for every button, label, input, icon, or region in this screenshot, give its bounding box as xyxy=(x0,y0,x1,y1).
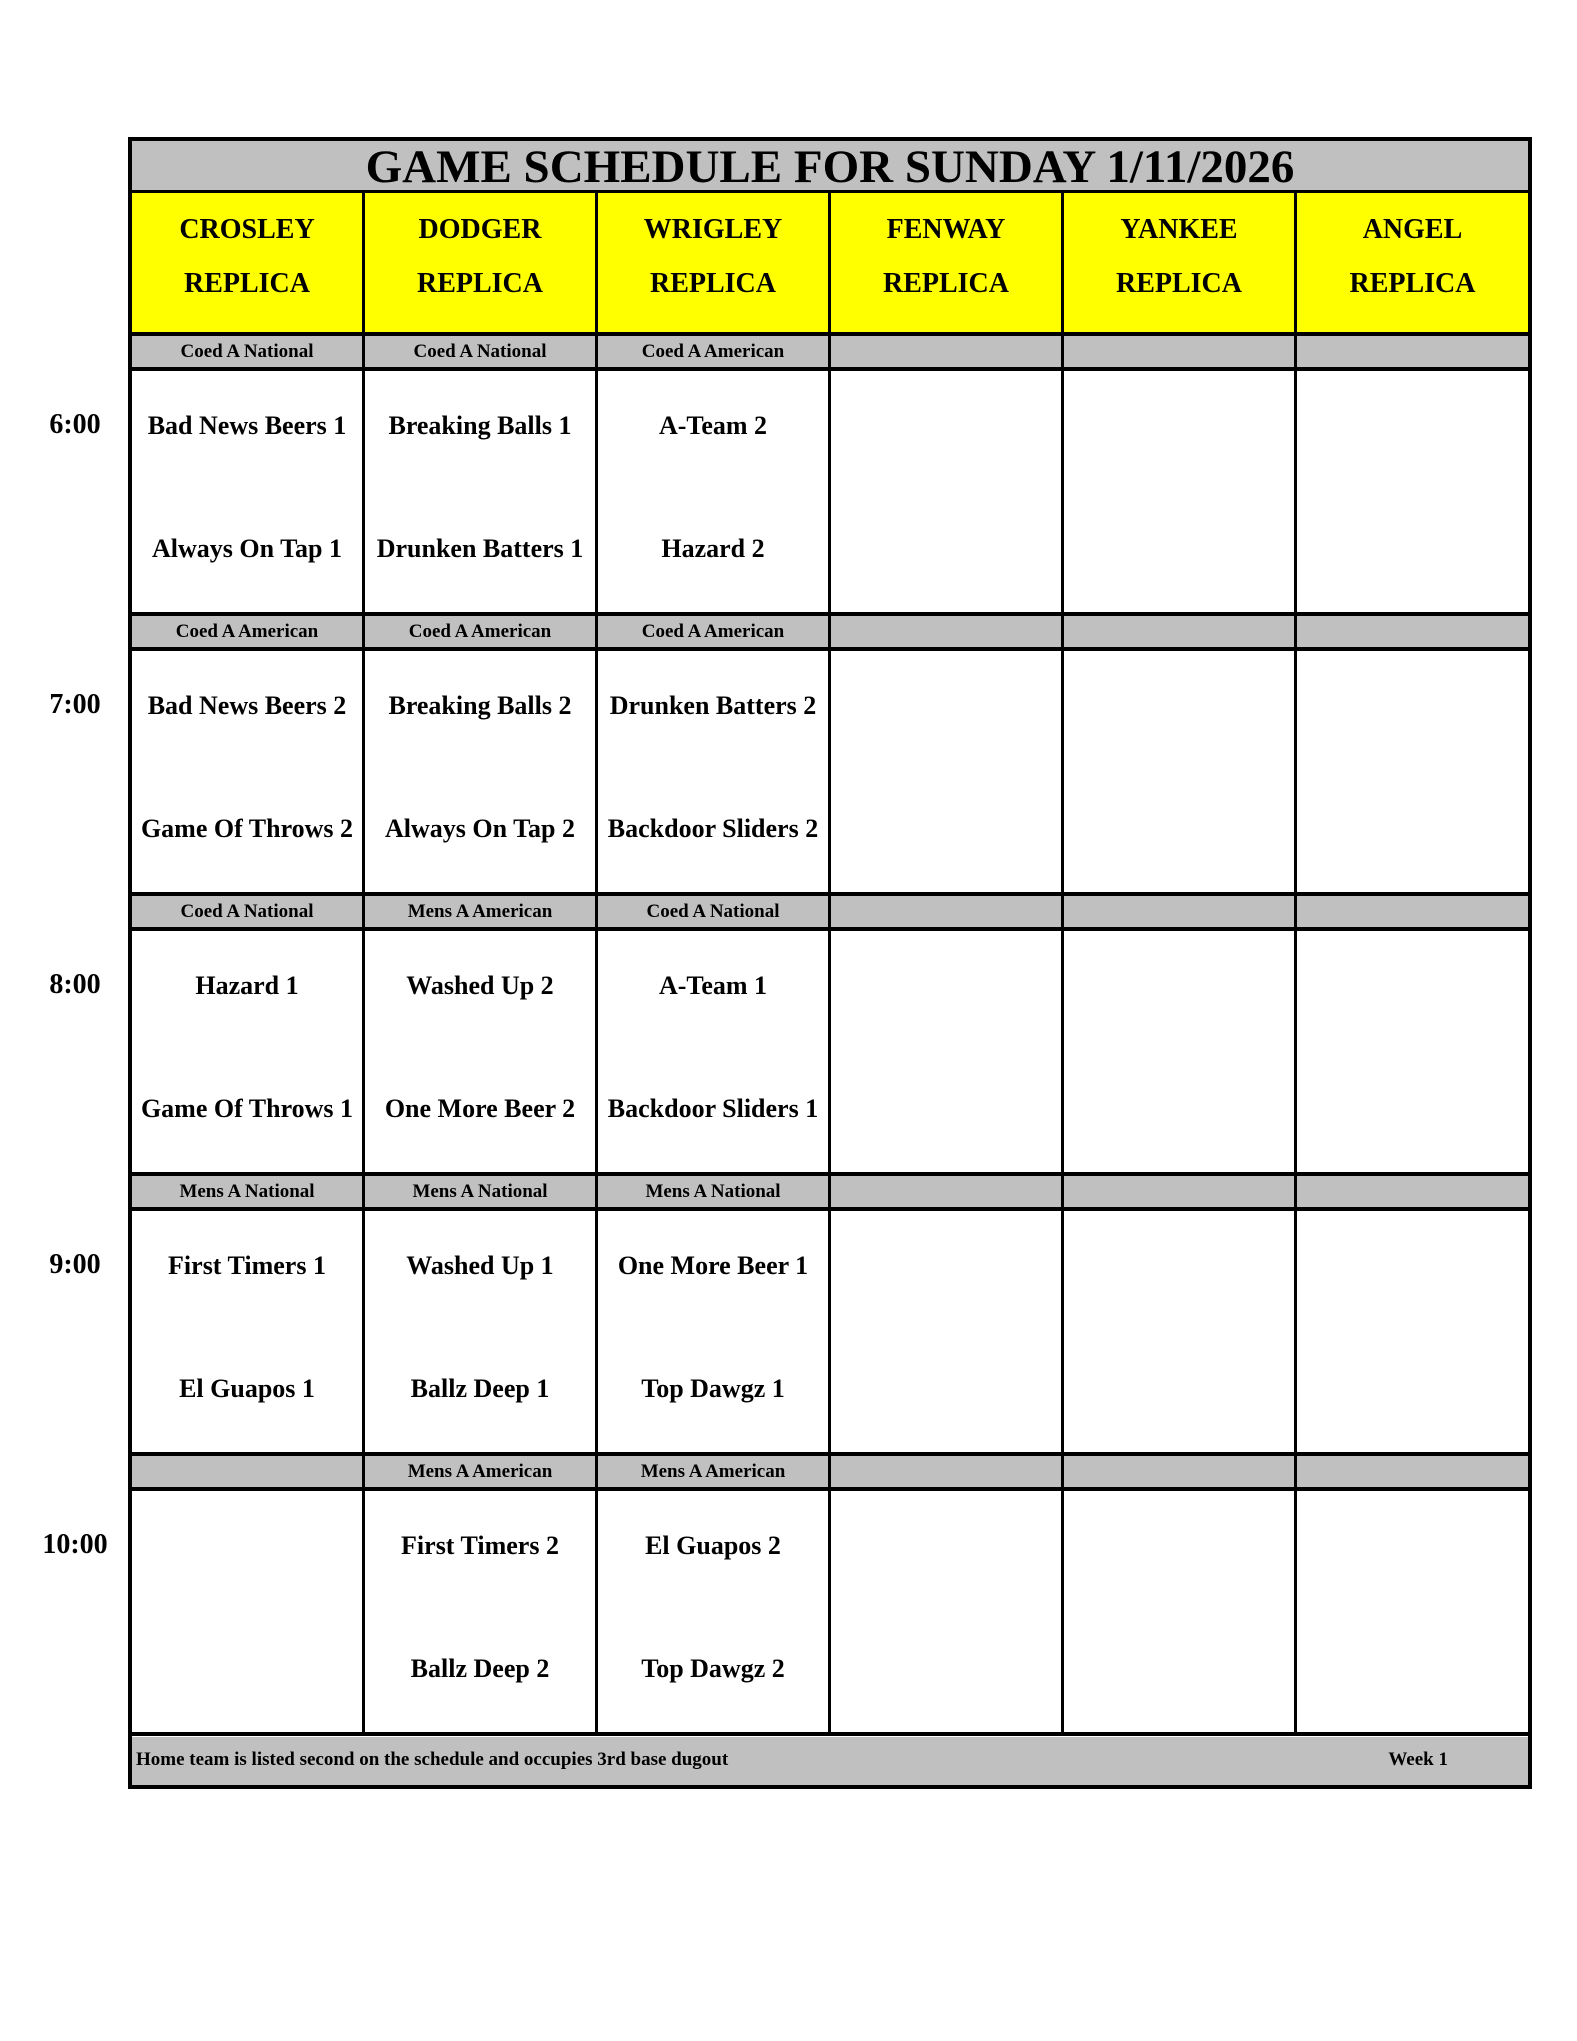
field-name: CROSLEY xyxy=(179,214,315,245)
home-team: Backdoor Sliders 1 xyxy=(607,1094,819,1123)
game-cell xyxy=(365,1491,598,1736)
away-team xyxy=(1068,1511,1290,1581)
away-team: One More Beer 1 xyxy=(617,1251,809,1280)
field-name: YANKEE xyxy=(1120,214,1238,245)
division-label: Mens A American xyxy=(365,896,598,931)
game-cell xyxy=(1064,651,1297,896)
game-cell xyxy=(1297,931,1528,1176)
field-header-dodger xyxy=(365,193,598,336)
division-label xyxy=(1297,336,1528,371)
away-team xyxy=(1301,391,1524,461)
division-label xyxy=(1064,1176,1297,1211)
field-type: REPLICA xyxy=(1349,268,1476,299)
away-team xyxy=(1301,1231,1524,1301)
away-team: First Timers 2 xyxy=(401,1531,559,1560)
game-cell xyxy=(1064,371,1297,616)
game-cell xyxy=(132,1211,365,1456)
away-team: Washed Up 1 xyxy=(406,1251,554,1280)
field-type: REPLICA xyxy=(416,268,543,299)
field-name: WRIGLEY xyxy=(643,214,783,245)
home-team: El Guapos 1 xyxy=(179,1374,315,1403)
field-type: REPLICA xyxy=(882,268,1009,299)
time-label: 8:00 xyxy=(49,969,101,1000)
game-cell xyxy=(598,371,831,616)
time-label: 9:00 xyxy=(49,1249,101,1280)
division-label: Coed A National xyxy=(132,336,365,371)
home-team: Hazard 2 xyxy=(661,534,765,563)
division-label xyxy=(1064,616,1297,651)
division-label xyxy=(1297,1456,1528,1491)
division-label: Coed A National xyxy=(598,896,831,931)
division-label: Mens A National xyxy=(598,1176,831,1211)
division-label: Coed A American xyxy=(598,616,831,651)
division-label: Coed A American xyxy=(598,336,831,371)
game-cell xyxy=(132,1491,365,1736)
time-label: 7:00 xyxy=(49,689,101,720)
away-team xyxy=(1068,1231,1290,1301)
week-label: Week 1 xyxy=(1388,1749,1448,1770)
game-cell xyxy=(1064,1211,1297,1456)
division-label xyxy=(1064,336,1297,371)
game-cell xyxy=(365,1211,598,1456)
away-team xyxy=(835,391,1057,461)
division-label: Coed A National xyxy=(365,336,598,371)
home-team xyxy=(1068,1634,1290,1704)
away-team: Drunken Batters 2 xyxy=(609,691,817,720)
away-team: Breaking Balls 1 xyxy=(388,411,572,440)
away-team xyxy=(835,1511,1057,1581)
home-team xyxy=(835,514,1057,584)
field-header-fenway xyxy=(831,193,1064,336)
division-label xyxy=(1064,1456,1297,1491)
division-label xyxy=(1297,896,1528,931)
division-label xyxy=(831,1456,1064,1491)
home-team xyxy=(1301,1074,1524,1144)
game-cell xyxy=(1297,1211,1528,1456)
game-cell xyxy=(598,1491,831,1736)
division-label: Mens A American xyxy=(365,1456,598,1491)
game-cell xyxy=(1064,1491,1297,1736)
away-team: Bad News Beers 2 xyxy=(147,691,347,720)
game-cell xyxy=(132,651,365,896)
home-team xyxy=(1301,514,1524,584)
division-label xyxy=(831,336,1064,371)
game-cell xyxy=(1064,931,1297,1176)
home-team xyxy=(1301,1354,1524,1424)
away-team xyxy=(136,1511,358,1581)
away-team xyxy=(1301,1511,1524,1581)
division-label xyxy=(1297,1176,1528,1211)
home-team xyxy=(1068,1074,1290,1144)
game-cell xyxy=(831,371,1064,616)
field-header-yankee xyxy=(1064,193,1297,336)
time-label: 6:00 xyxy=(49,409,101,440)
division-label xyxy=(1064,896,1297,931)
home-team: Drunken Batters 1 xyxy=(376,534,584,563)
game-cell xyxy=(598,931,831,1176)
game-cell xyxy=(132,931,365,1176)
division-label: Mens A American xyxy=(598,1456,831,1491)
game-cell xyxy=(831,1211,1064,1456)
home-team xyxy=(136,1634,358,1704)
home-team: One More Beer 2 xyxy=(384,1094,576,1123)
away-team: Washed Up 2 xyxy=(406,971,554,1000)
home-team xyxy=(1068,794,1290,864)
away-team: A-Team 2 xyxy=(658,411,768,440)
field-name: ANGEL xyxy=(1362,214,1463,245)
field-type: REPLICA xyxy=(183,268,310,299)
game-cell xyxy=(831,931,1064,1176)
division-label: Coed A National xyxy=(132,896,365,931)
away-team xyxy=(1068,951,1290,1021)
division-label xyxy=(831,1176,1064,1211)
home-team xyxy=(1301,1634,1524,1704)
schedule-table xyxy=(128,137,1532,1789)
division-label xyxy=(1297,616,1528,651)
away-team xyxy=(1301,671,1524,741)
field-header-wrigley xyxy=(598,193,831,336)
away-team: Breaking Balls 2 xyxy=(388,691,572,720)
home-team: Ballz Deep 1 xyxy=(410,1374,550,1403)
away-team xyxy=(1068,671,1290,741)
field-header-crosley xyxy=(132,193,365,336)
field-type: REPLICA xyxy=(1115,268,1242,299)
division-label: Coed A American xyxy=(365,616,598,651)
home-team xyxy=(1301,794,1524,864)
game-cell xyxy=(365,651,598,896)
home-team: Always On Tap 1 xyxy=(151,534,343,563)
home-team-note: Home team is listed second on the schedule and occupies 3rd base dugout xyxy=(136,1749,729,1770)
home-team: Ballz Deep 2 xyxy=(410,1654,550,1683)
game-cell xyxy=(132,371,365,616)
footer-bar xyxy=(132,1737,1528,1785)
time-label: 10:00 xyxy=(42,1529,108,1560)
home-team: Always On Tap 2 xyxy=(384,814,576,843)
division-label: Mens A National xyxy=(132,1176,365,1211)
home-team: Top Dawgz 1 xyxy=(641,1374,785,1403)
home-team xyxy=(835,1074,1057,1144)
home-team: Game Of Throws 1 xyxy=(140,1094,354,1123)
page-title: GAME SCHEDULE FOR SUNDAY 1/11/2026 xyxy=(132,141,1528,193)
division-label xyxy=(831,896,1064,931)
division-label: Coed A American xyxy=(132,616,365,651)
division-label: Mens A National xyxy=(365,1176,598,1211)
away-team: El Guapos 2 xyxy=(645,1531,781,1560)
game-cell xyxy=(831,651,1064,896)
away-team xyxy=(1301,951,1524,1021)
home-team xyxy=(835,1634,1057,1704)
division-label xyxy=(132,1456,365,1491)
away-team xyxy=(1068,391,1290,461)
field-name: DODGER xyxy=(418,214,542,245)
game-cell xyxy=(598,1211,831,1456)
home-team xyxy=(1068,1354,1290,1424)
field-type: REPLICA xyxy=(649,268,776,299)
field-header-angel xyxy=(1297,193,1528,336)
home-team xyxy=(835,794,1057,864)
home-team: Backdoor Sliders 2 xyxy=(607,814,819,843)
game-cell xyxy=(1297,1491,1528,1736)
game-cell xyxy=(365,371,598,616)
away-team xyxy=(835,1231,1057,1301)
field-name: FENWAY xyxy=(886,214,1006,245)
home-team xyxy=(835,1354,1057,1424)
away-team: Bad News Beers 1 xyxy=(147,411,347,440)
game-cell xyxy=(598,651,831,896)
away-team xyxy=(835,671,1057,741)
game-cell xyxy=(1297,651,1528,896)
home-team: Top Dawgz 2 xyxy=(641,1654,785,1683)
division-label xyxy=(831,616,1064,651)
away-team xyxy=(835,951,1057,1021)
away-team: First Timers 1 xyxy=(168,1251,326,1280)
home-team: Game Of Throws 2 xyxy=(140,814,354,843)
home-team xyxy=(1068,514,1290,584)
game-cell xyxy=(1297,371,1528,616)
game-cell xyxy=(365,931,598,1176)
away-team: Hazard 1 xyxy=(195,971,299,1000)
away-team: A-Team 1 xyxy=(658,971,768,1000)
game-cell xyxy=(831,1491,1064,1736)
